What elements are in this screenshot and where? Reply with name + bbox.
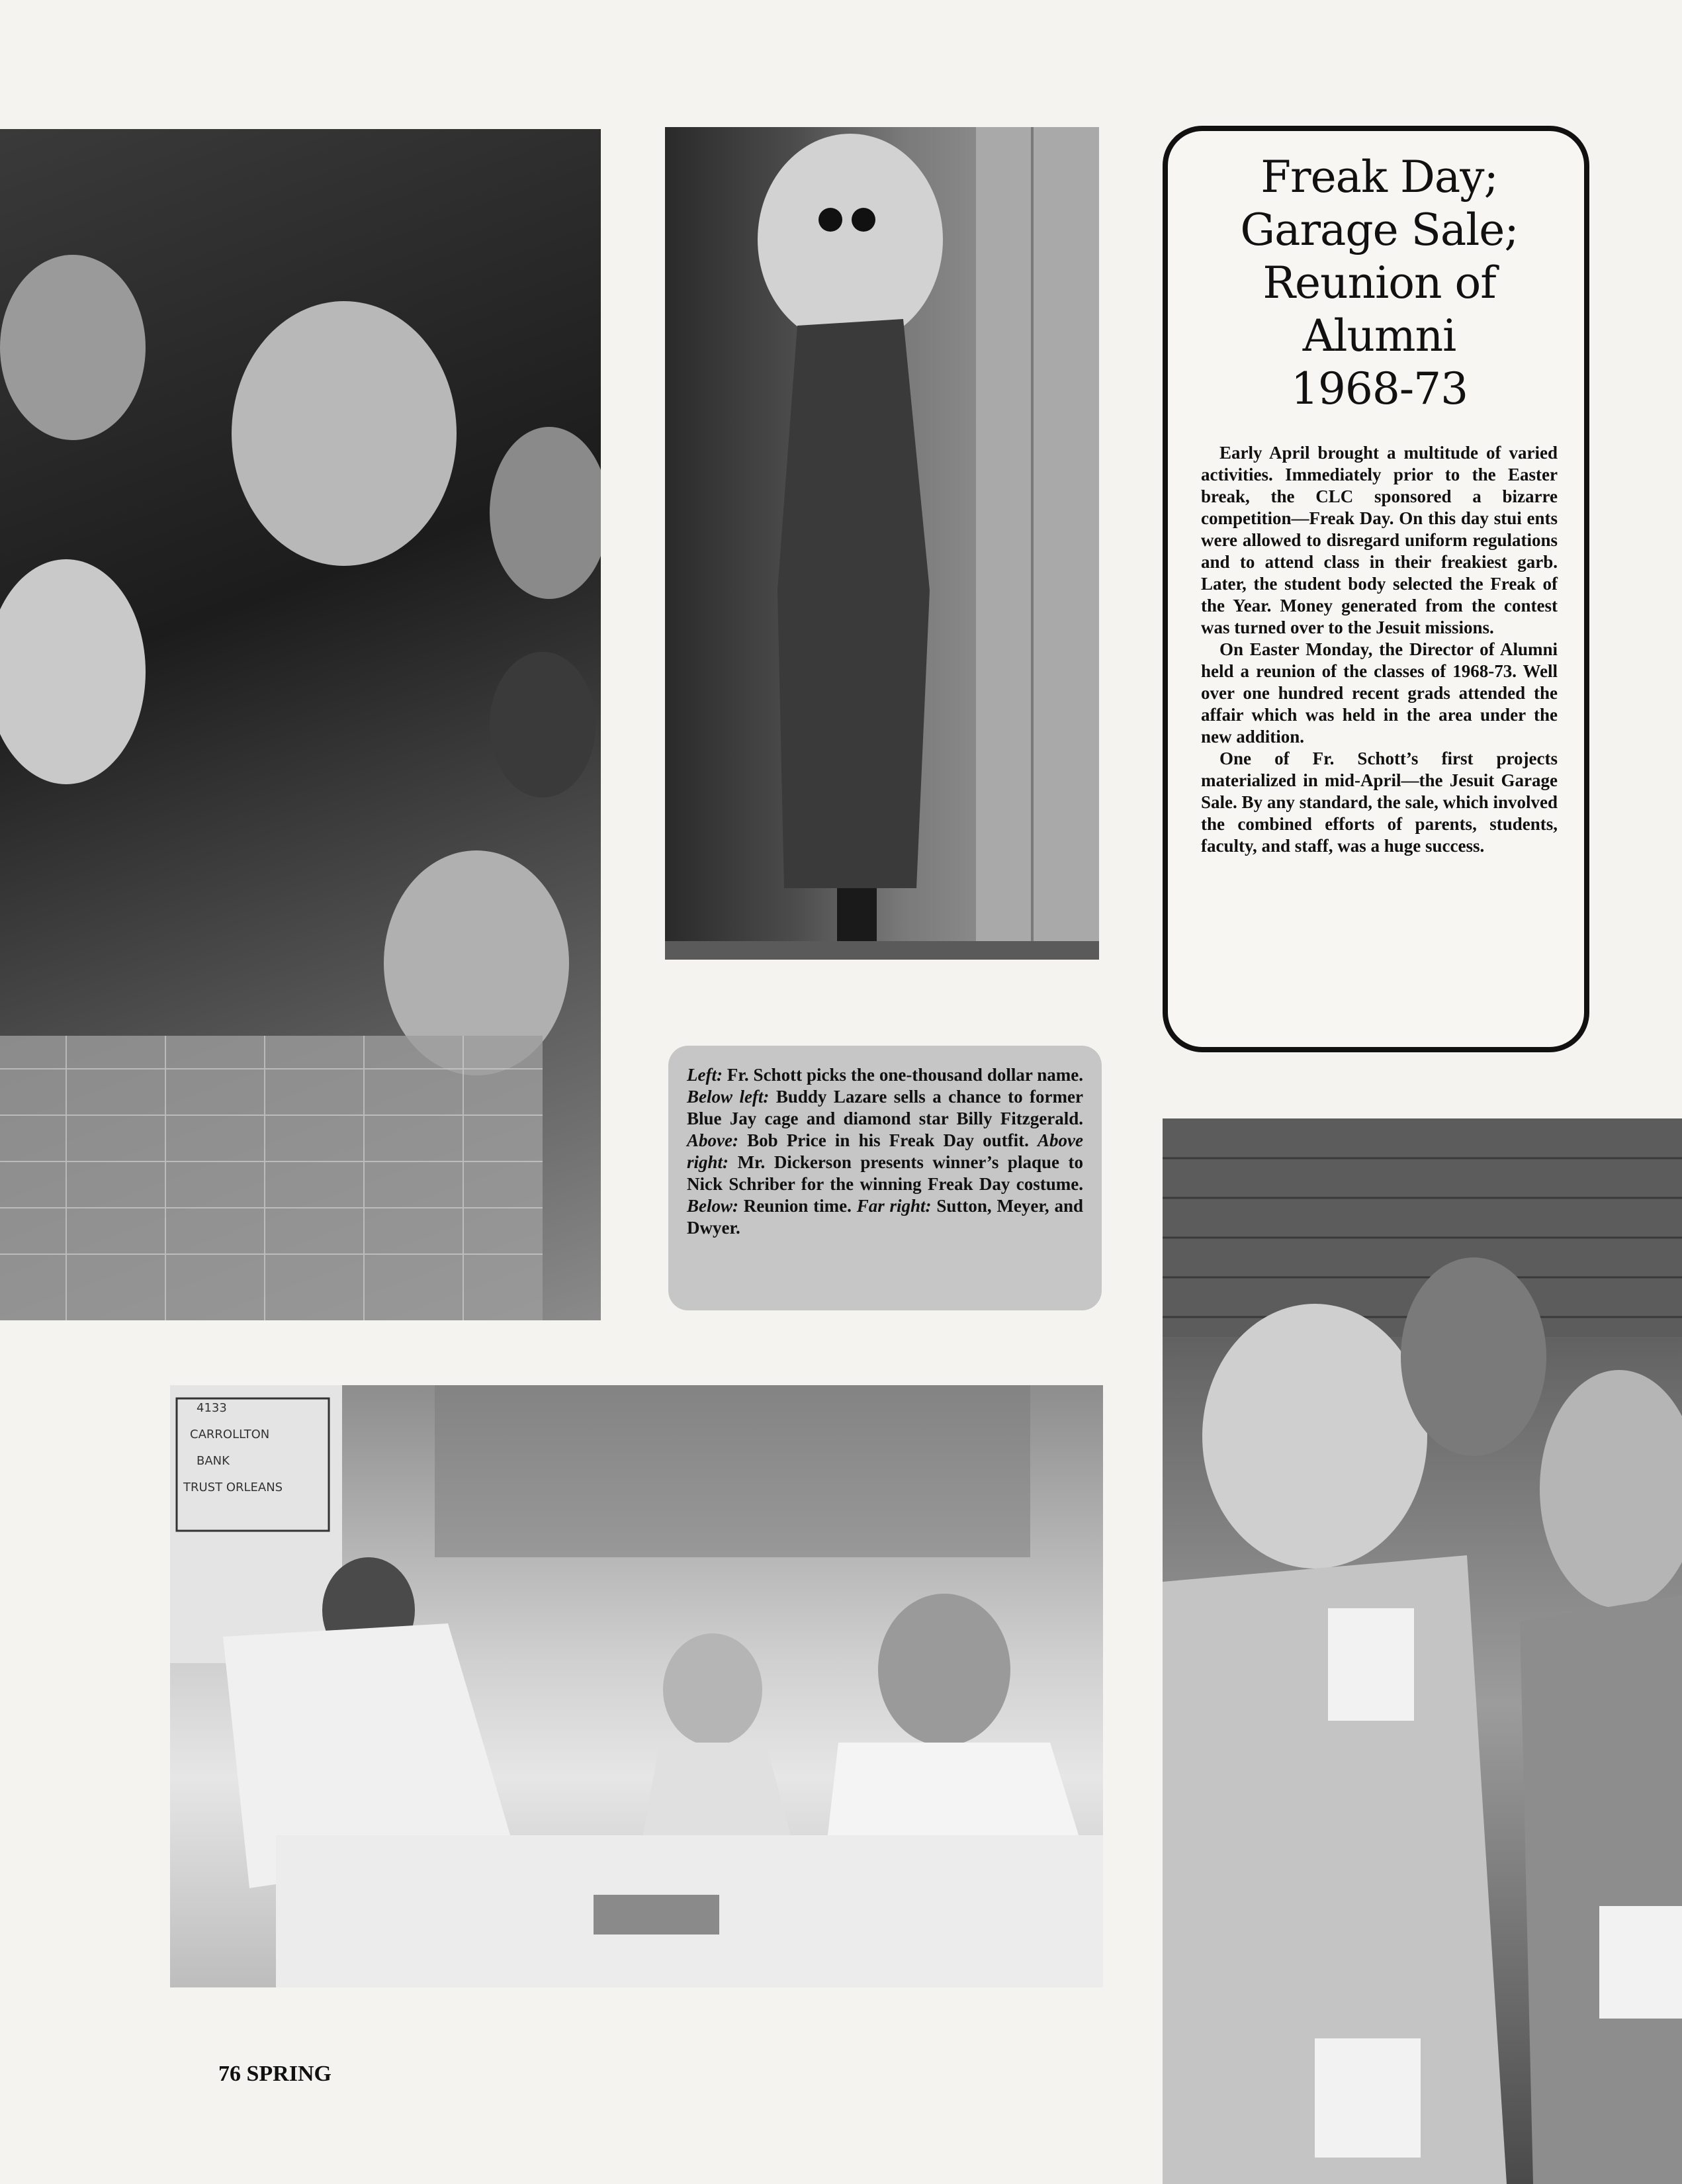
caption-text: Bob Price in his Freak Day outfit.	[738, 1130, 1038, 1150]
caption-label: Above:	[687, 1130, 738, 1150]
caption-text: Mr. Dickerson presents winner’s plaque to Nick Schriber for the winning Freak Day costume.	[687, 1152, 1083, 1194]
photo-fr-schott-art	[0, 129, 601, 1320]
caption-label: Below left:	[687, 1087, 770, 1107]
page-number: 76	[218, 2062, 241, 2086]
title-line: 1968-73	[1290, 363, 1468, 414]
caption-label: Far right:	[856, 1196, 932, 1216]
sign-line: CARROLLTON	[190, 1428, 270, 1441]
article-title	[1201, 151, 1558, 416]
photo-bob-price-art	[665, 127, 1099, 960]
caption-label: Above right:	[687, 1130, 1083, 1172]
caption-label: Below:	[687, 1196, 738, 1216]
sign-line: 4133	[197, 1401, 227, 1415]
photo-garage-sale-art	[170, 1385, 1103, 1987]
photo-fr-schott-raffle	[0, 129, 601, 1320]
caption-text: Reunion time.	[738, 1196, 857, 1216]
article-paragraph: Early April brought a multitude of varied activities. Immediately prior to the Easter break, the CLC sponsored a bizarre competition—Freak Day. On this day stui ents were allowed to disregard uniform regulations and to attend class in their freakiest garb. Later, the student body selected the Freak of the Year. Money generated from the contest was turned over to the Jesuit missions.	[1201, 443, 1558, 637]
title-line: Garage Sale;	[1240, 205, 1519, 255]
photo-garage-sale	[170, 1385, 1103, 1987]
caption-text: Sutton, Meyer, and Dwyer.	[687, 1196, 1083, 1238]
caption-label: Left:	[687, 1065, 723, 1085]
title-line: Alumni	[1302, 310, 1456, 361]
photo-reunion	[1163, 1118, 1682, 2184]
sign-line: TRUST ORLEANS	[183, 1480, 283, 1494]
title-line: Freak Day;	[1261, 152, 1498, 203]
article-box	[1163, 126, 1589, 1052]
section-name: SPRING	[246, 2062, 332, 2086]
photo-reunion-art	[1163, 1118, 1682, 2184]
article-paragraph: One of Fr. Schott’s first projects materialized in mid-April—the Jesuit Garage Sale. By any standard, the sale, which involved the combined efforts of parents, students, faculty, and staff, was a huge success.	[1201, 749, 1558, 856]
page-folio	[218, 2062, 332, 2087]
photo-bob-price-freak-day	[665, 127, 1099, 960]
title-line: Reunion of	[1262, 257, 1496, 308]
sign-line: BANK	[197, 1454, 230, 1468]
caption-text: Buddy Lazare sells a chance to former Blue Jay cage and diamond star Billy Fitzgerald.	[687, 1087, 1083, 1128]
article-paragraph: On Easter Monday, the Director of Alumni held a reunion of the classes of 1968-73. Well over one hundred recent grads attended the affair which was held in the area under the new addition.	[1201, 639, 1558, 747]
photo-caption-box	[668, 1046, 1102, 1310]
caption-text: Fr. Schott picks the one-thousand dollar name.	[722, 1065, 1083, 1085]
